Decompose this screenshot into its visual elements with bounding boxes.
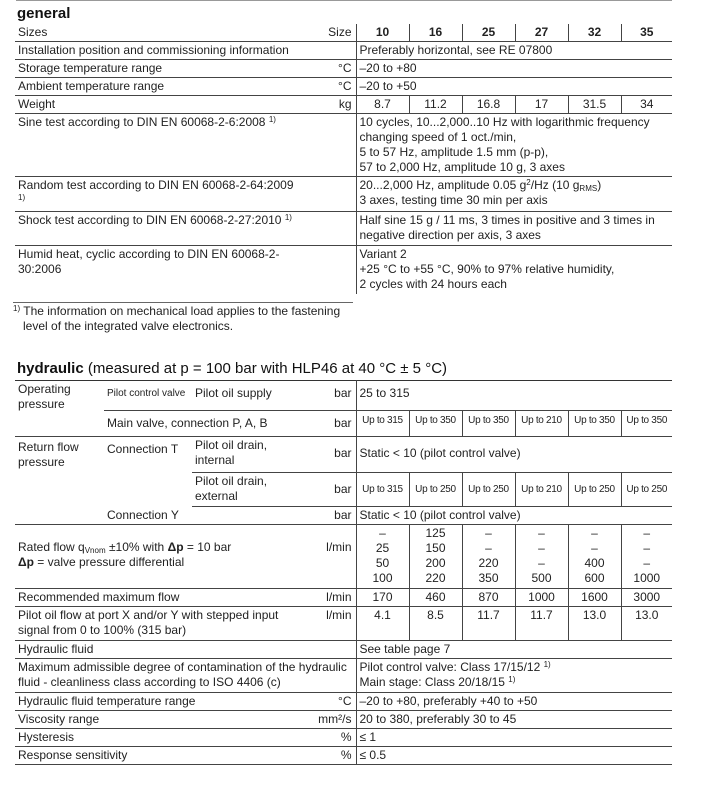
contamination-label: Maximum admissible degree of contamination of the hydraulic fluid - cleanliness class according to ISO 4406 (c) <box>15 659 305 693</box>
rated-flow-unit: l/min <box>305 525 356 589</box>
main-valve-32: Up to 350 <box>568 411 621 437</box>
return-flow-label: Return flow pressure <box>18 440 79 469</box>
sine-test-label: Sine test according to DIN EN 60068-2-6:2008 $^{1)}$ <box>15 114 305 177</box>
pilot-flow-25: 11.7 <box>462 607 515 641</box>
pilot-flow-27: 11.7 <box>515 607 568 641</box>
installation-label: Installation position and commissioning information <box>15 42 305 60</box>
fluid-value: See table page 7 <box>356 641 672 659</box>
ambient-temp-value: –20 to +50 <box>356 78 672 96</box>
footnote: $^{1)}$ The information on mechanical load applies to the fastening level of the integrated valve electronics. <box>13 302 353 334</box>
pilot-flow-label: Pilot oil flow at port X and/or Y with stepped input signal from 0 to 100% (315 bar) <box>15 607 305 641</box>
pilot-supply-row <box>15 381 672 411</box>
viscosity-label: Viscosity range <box>15 711 305 729</box>
viscosity-row <box>15 711 672 729</box>
rated-flow-16: 125 150 200 220 <box>409 525 462 589</box>
humid-heat-unit <box>305 246 356 294</box>
shock-test-row <box>15 212 672 246</box>
hydraulic-table <box>15 380 672 765</box>
drain-external-label: Pilot oil drain, external <box>192 473 305 507</box>
sensitivity-unit: % <box>305 747 356 765</box>
max-flow-unit: l/min <box>305 589 356 607</box>
connection-y-spacer <box>15 507 104 525</box>
weight-unit: kg <box>305 96 356 114</box>
hysteresis-label: Hysteresis <box>15 729 305 747</box>
drain-internal-unit: bar <box>305 437 356 473</box>
sensitivity-label: Response sensitivity <box>15 747 305 765</box>
sensitivity-value: ≤ 0.5 <box>356 747 672 765</box>
random-test-row <box>15 177 672 212</box>
connection-t-label: Connection T <box>107 442 179 456</box>
storage-temp-label: Storage temperature range <box>15 60 305 78</box>
fluid-temp-row <box>15 693 672 711</box>
contamination-row <box>15 659 672 693</box>
hydraulic-heading: hydraulic (measured at p = 100 bar with HLP46 at 40 °C ± 5 °C) <box>17 360 448 377</box>
weight-25: 16.8 <box>462 96 515 114</box>
rated-flow-32: – – 400 600 <box>568 525 621 589</box>
fluid-label: Hydraulic fluid <box>15 641 305 659</box>
main-valve-label: Main valve, connection P, A, B <box>104 411 305 437</box>
max-flow-16: 460 <box>409 589 462 607</box>
connection-y-label: Connection Y <box>104 507 305 525</box>
connection-y-row <box>15 507 672 525</box>
shock-test-value: Half sine 15 g / 11 ms, 3 times in positive and 3 times in negative direction per axis, 3 axes <box>356 212 672 246</box>
fluid-temp-unit: °C <box>305 693 356 711</box>
storage-temp-unit: °C <box>305 60 356 78</box>
pilot-flow-unit: l/min <box>305 607 356 641</box>
connection-y-unit: bar <box>305 507 356 525</box>
max-flow-label: Recommended maximum flow <box>15 589 305 607</box>
storage-temp-row <box>15 60 672 78</box>
contamination-value: Pilot control valve: Class 17/15/12 $^{1)}$ Main stage: Class 20/18/15 $^{1)}$ <box>356 659 672 693</box>
main-valve-row <box>15 411 672 437</box>
main-valve-35: Up to 350 <box>621 411 672 437</box>
sine-test-value: 10 cycles, 10...2,000..10 Hz with logarithmic frequency changing speed of 1 oct./min, 5 to 57 Hz, amplitude 1.5 mm (p-p), 57 to 2,000 Hz, amplitude 10 g, 3 axes <box>356 114 672 177</box>
general-table <box>15 24 672 294</box>
drain-external-32: Up to 250 <box>568 473 621 507</box>
ambient-temp-label: Ambient temperature range <box>15 78 305 96</box>
drain-external-10: Up to 315 <box>356 473 409 507</box>
weight-32: 31.5 <box>568 96 621 114</box>
random-test-unit <box>305 177 356 212</box>
drain-external-25: Up to 250 <box>462 473 515 507</box>
rated-flow-35: – – – 1000 <box>621 525 672 589</box>
sizes-label: Sizes <box>15 24 305 42</box>
sine-test-row <box>15 114 672 177</box>
rated-flow-label: Rated flow $q_{Vnom} \pm 10\%$ with Δp = 10 bar Δp = valve pressure differential <box>15 525 305 589</box>
installation-value: Preferably horizontal, see RE 07800 <box>356 42 672 60</box>
hysteresis-value: ≤ 1 <box>356 729 672 747</box>
humid-heat-value: Variant 2 +25 °C to +55 °C, 90% to 97% relative humidity, 2 cycles with 24 hours each <box>359 247 615 291</box>
drain-external-unit: bar <box>305 473 356 507</box>
max-flow-row <box>15 589 672 607</box>
installation-unit <box>305 42 356 60</box>
shock-test-label: Shock test according to DIN EN 60068-2-27:2010 $^{1)}$ <box>15 212 305 246</box>
drain-external-27: Up to 210 <box>515 473 568 507</box>
size-27: 27 <box>515 24 568 42</box>
drain-internal-row <box>15 437 672 473</box>
hysteresis-unit: % <box>305 729 356 747</box>
sine-test-unit <box>305 114 356 177</box>
rated-flow-27: – – – 500 <box>515 525 568 589</box>
max-flow-35: 3000 <box>621 589 672 607</box>
pilot-flow-35: 13.0 <box>621 607 672 641</box>
pilot-flow-16: 8.5 <box>409 607 462 641</box>
size-25: 25 <box>462 24 515 42</box>
pilot-flow-32: 13.0 <box>568 607 621 641</box>
size-10: 10 <box>356 24 409 42</box>
drain-internal-label: Pilot oil drain, internal <box>192 437 305 473</box>
weight-16: 11.2 <box>409 96 462 114</box>
fluid-unit <box>305 641 356 659</box>
size-35: 35 <box>621 24 672 42</box>
drain-external-35: Up to 250 <box>621 473 672 507</box>
ambient-temp-row <box>15 78 672 96</box>
humid-heat-row <box>15 246 672 294</box>
main-valve-16: Up to 350 <box>409 411 462 437</box>
rated-flow-25: – – 220 350 <box>462 525 515 589</box>
rated-flow-10: – 25 50 100 <box>356 525 409 589</box>
operating-pressure-label: Operating pressure <box>15 381 104 437</box>
viscosity-value: 20 to 380, preferably 30 to 45 <box>356 711 672 729</box>
size-16: 16 <box>409 24 462 42</box>
weight-27: 17 <box>515 96 568 114</box>
main-valve-25: Up to 350 <box>462 411 515 437</box>
sizes-row <box>15 24 672 42</box>
max-flow-32: 1600 <box>568 589 621 607</box>
pilot-supply-value: 25 to 315 <box>356 381 672 411</box>
fluid-temp-label: Hydraulic fluid temperature range <box>15 693 305 711</box>
humid-heat-label: Humid heat, cyclic according to DIN EN 60068-2-30:2006 <box>18 247 280 276</box>
shock-test-unit <box>305 212 356 246</box>
main-valve-27: Up to 210 <box>515 411 568 437</box>
max-flow-10: 170 <box>356 589 409 607</box>
storage-temp-value: –20 to +80 <box>356 60 672 78</box>
weight-35: 34 <box>621 96 672 114</box>
max-flow-27: 1000 <box>515 589 568 607</box>
random-test-value: 20...2,000 Hz, amplitude 0.05 $g^2/Hz$ (10 $g_{RMS}$) 3 axes, testing time 30 min per axis <box>356 177 672 212</box>
connection-y-value: Static < 10 (pilot control valve) <box>356 507 672 525</box>
weight-label: Weight <box>15 96 305 114</box>
random-test-label: Random test according to DIN EN 60068-2-64:2009 $^{1)}$ <box>15 177 305 212</box>
weight-row <box>15 96 672 114</box>
max-flow-25: 870 <box>462 589 515 607</box>
main-valve-unit: bar <box>305 411 356 437</box>
fluid-row <box>15 641 672 659</box>
top-rule <box>16 0 672 1</box>
viscosity-unit: mm²/s <box>305 711 356 729</box>
pilot-supply-unit: bar <box>305 381 356 411</box>
size-unit: Size <box>305 24 356 42</box>
drain-internal-value: Static < 10 (pilot control valve) <box>356 437 672 473</box>
pilot-flow-row <box>15 607 672 641</box>
rated-flow-row <box>15 525 672 589</box>
installation-row <box>15 42 672 60</box>
size-32: 32 <box>568 24 621 42</box>
pilot-oil-supply-label: Pilot oil supply <box>192 381 305 411</box>
fluid-temp-value: –20 to +80, preferably +40 to +50 <box>356 693 672 711</box>
pilot-control-valve-label: Pilot control valve <box>104 381 192 411</box>
ambient-temp-unit: °C <box>305 78 356 96</box>
drain-external-16: Up to 250 <box>409 473 462 507</box>
hysteresis-row <box>15 729 672 747</box>
main-valve-10: Up to 315 <box>356 411 409 437</box>
sensitivity-row <box>15 747 672 765</box>
weight-10: 8.7 <box>356 96 409 114</box>
general-heading: general <box>17 5 71 22</box>
pilot-flow-10: 4.1 <box>356 607 409 641</box>
